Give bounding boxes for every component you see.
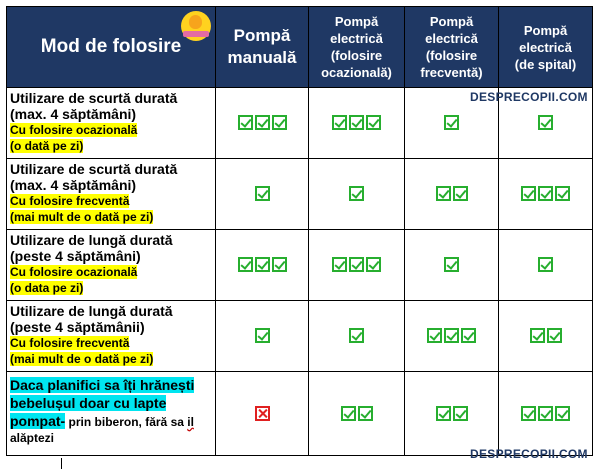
watermark-bottom: DESPRECOPII.COM xyxy=(470,447,588,461)
header-hospital-line1: Pompă xyxy=(523,22,568,38)
header-manual-line1: Pompă xyxy=(233,26,291,45)
green-checkbox-icon xyxy=(238,115,253,130)
header-usage-mode-label: Mod de folosire xyxy=(40,36,182,57)
green-checkbox-icon xyxy=(255,328,270,343)
rating-cell xyxy=(405,301,499,372)
rating-cell xyxy=(499,159,593,230)
row-label xyxy=(7,301,216,372)
green-checkbox-icon xyxy=(436,186,451,201)
green-checkbox-icon xyxy=(521,186,536,201)
breast-pump-usage-table xyxy=(6,6,593,456)
rating-cell xyxy=(405,230,499,301)
green-checkbox-icon xyxy=(238,257,253,272)
green-checkbox-icon xyxy=(332,115,347,130)
green-checkbox-icon xyxy=(255,257,270,272)
row-main-line2: (max. 4 săptămâni) xyxy=(10,106,137,122)
table-row xyxy=(7,372,593,456)
duck-logo-icon xyxy=(181,11,211,41)
rating-cell xyxy=(216,372,309,456)
rating-cell xyxy=(309,372,405,456)
green-checkbox-icon xyxy=(272,115,287,130)
watermark-top: DESPRECOPII.COM xyxy=(470,90,588,104)
row-label xyxy=(7,230,216,301)
rating-cell xyxy=(216,159,309,230)
row-main-line2: (peste 4 săptămâni) xyxy=(10,248,141,264)
header-frequent-line1: Pompă xyxy=(429,14,474,29)
header-occasional-line2: electrică xyxy=(330,31,383,46)
table-row xyxy=(7,230,593,301)
header-electric-occasional xyxy=(309,7,405,88)
row-highlight-line1: Daca planifici sa îți hrănești xyxy=(10,377,195,393)
red-cross-box-icon xyxy=(255,406,270,421)
row-sub-line2: (o dată pe zi) xyxy=(10,139,84,153)
row-sub-line2: (mai mult de o dată pe zi) xyxy=(10,210,154,224)
row-sub-line1: Cu folosire ocazională xyxy=(10,123,138,137)
row-sub-line1: Cu folosire frecventă xyxy=(10,336,130,350)
rating-cell xyxy=(309,301,405,372)
green-checkbox-icon xyxy=(427,328,442,343)
header-occasional-line4: ocazională) xyxy=(321,65,392,80)
header-manual-pump xyxy=(216,7,309,88)
green-checkbox-icon xyxy=(349,328,364,343)
green-checkbox-icon xyxy=(555,406,570,421)
table-row xyxy=(7,159,593,230)
rating-cell xyxy=(499,301,593,372)
header-frequent-line4: frecventă) xyxy=(420,65,483,80)
row-plain-text-2: alăptezi xyxy=(10,431,55,445)
table-row xyxy=(7,301,593,372)
row-label xyxy=(7,159,216,230)
row-label xyxy=(7,88,216,159)
green-checkbox-icon xyxy=(341,406,356,421)
rating-cell xyxy=(216,301,309,372)
green-checkbox-icon xyxy=(366,115,381,130)
header-frequent-line3: (folosire xyxy=(425,48,478,63)
header-occasional-line3: (folosire xyxy=(330,48,383,63)
rating-cell xyxy=(405,159,499,230)
green-checkbox-icon xyxy=(538,257,553,272)
green-checkbox-icon xyxy=(444,328,459,343)
row-sub-line2: (o data pe zi) xyxy=(10,281,84,295)
row-main-line1: Utilizare de scurtă durată xyxy=(10,90,178,106)
header-manual-line2: manuală xyxy=(227,48,297,67)
row-sub-line1: Cu folosire frecventă xyxy=(10,194,130,208)
rating-cell xyxy=(309,230,405,301)
header-electric-hospital xyxy=(499,7,593,88)
row-highlight-line3: pompat- xyxy=(10,413,66,429)
row-sub-line1: Cu folosire ocazională xyxy=(10,265,138,279)
rating-cell xyxy=(216,88,309,159)
green-checkbox-icon xyxy=(521,406,536,421)
rating-cell xyxy=(309,159,405,230)
green-checkbox-icon xyxy=(444,257,459,272)
green-checkbox-icon xyxy=(358,406,373,421)
green-checkbox-icon xyxy=(349,115,364,130)
green-checkbox-icon xyxy=(436,406,451,421)
green-checkbox-icon xyxy=(255,115,270,130)
header-hospital-line2: electrică xyxy=(519,39,572,55)
row-main-line2: (max. 4 săptămâni) xyxy=(10,177,137,193)
green-checkbox-icon xyxy=(444,115,459,130)
green-checkbox-icon xyxy=(349,257,364,272)
green-checkbox-icon xyxy=(332,257,347,272)
green-checkbox-icon xyxy=(272,257,287,272)
rating-cell xyxy=(309,88,405,159)
green-checkbox-icon xyxy=(555,186,570,201)
rating-cell xyxy=(216,230,309,301)
row-main-line2: (peste 4 săptămânii) xyxy=(10,319,145,335)
row-label xyxy=(7,372,216,456)
header-hospital-line3: (de spital) xyxy=(514,56,577,72)
text-cursor xyxy=(61,458,62,469)
header-usage-mode xyxy=(7,7,216,88)
green-checkbox-icon xyxy=(538,186,553,201)
green-checkbox-icon xyxy=(349,186,364,201)
green-checkbox-icon xyxy=(366,257,381,272)
rating-cell xyxy=(405,372,499,456)
row-main-line1: Utilizare de lungă durată xyxy=(10,303,173,319)
green-checkbox-icon xyxy=(453,406,468,421)
row-highlight-line2: bebelușul doar cu lapte xyxy=(10,395,167,411)
row-main-line1: Utilizare de lungă durată xyxy=(10,232,173,248)
green-checkbox-icon xyxy=(547,328,562,343)
rating-cell xyxy=(499,230,593,301)
header-electric-frequent xyxy=(405,7,499,88)
green-checkbox-icon xyxy=(538,115,553,130)
row-sub-line2: (mai mult de o dată pe zi) xyxy=(10,352,154,366)
header-row xyxy=(7,7,593,88)
row-main-line1: Utilizare de scurtă durată xyxy=(10,161,178,177)
rating-cell xyxy=(499,372,593,456)
green-checkbox-icon xyxy=(255,186,270,201)
row-plain-text: prin biberon, fără sa xyxy=(65,415,188,429)
header-occasional-line1: Pompă xyxy=(334,14,379,29)
row-spellcheck-word: il xyxy=(187,415,194,429)
green-checkbox-icon xyxy=(530,328,545,343)
green-checkbox-icon xyxy=(538,406,553,421)
header-frequent-line2: electrică xyxy=(425,31,478,46)
green-checkbox-icon xyxy=(461,328,476,343)
green-checkbox-icon xyxy=(453,186,468,201)
